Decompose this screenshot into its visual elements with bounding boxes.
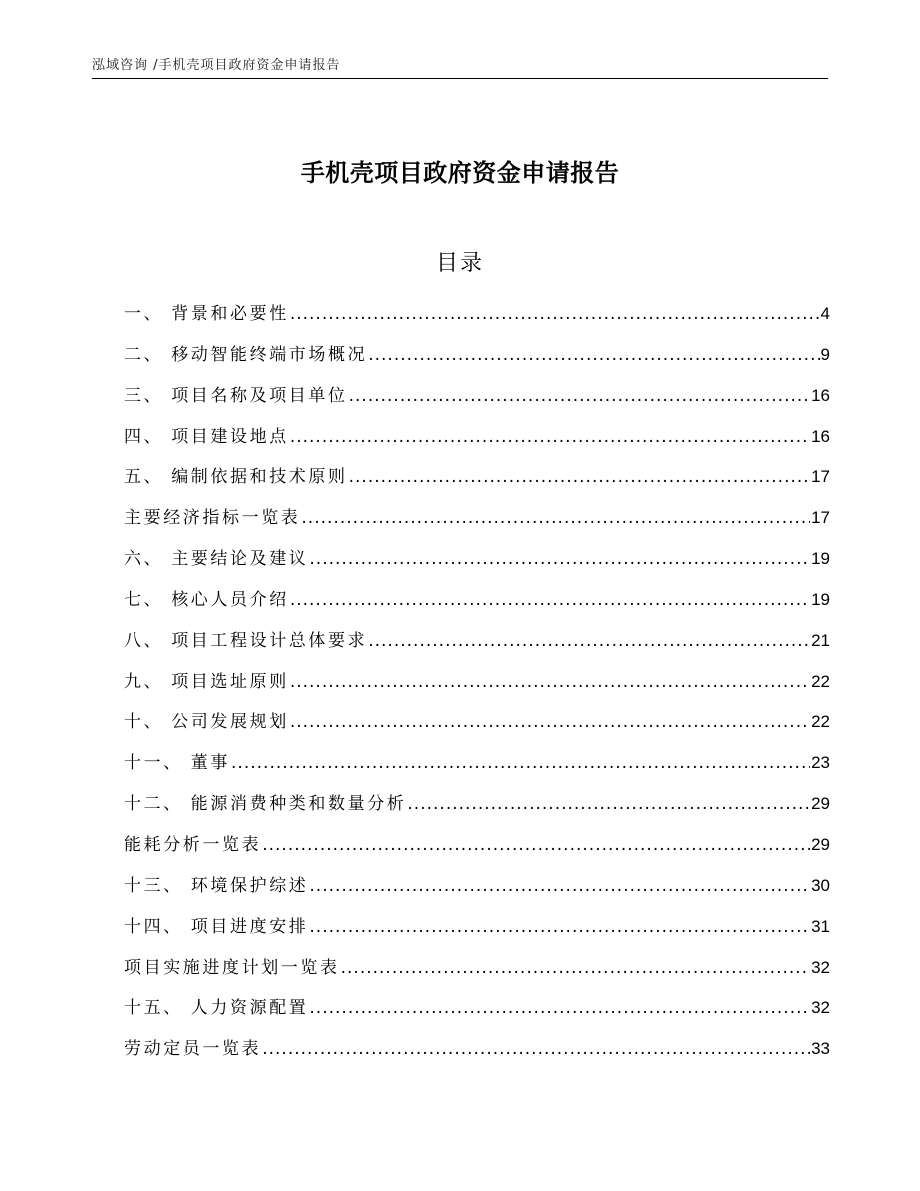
toc-entry-page: 30: [811, 875, 830, 895]
toc-leader-dots: [407, 794, 810, 814]
toc-entry-page: 29: [811, 794, 830, 814]
toc-leader-dots: [368, 345, 819, 365]
toc-entry[interactable]: [124, 585, 830, 626]
toc-entry[interactable]: [124, 299, 830, 340]
toc-entry-label: 十一、 董事: [124, 753, 231, 774]
toc-leader-dots: [262, 1039, 810, 1059]
toc-entry[interactable]: [124, 422, 830, 463]
toc-leader-dots: [290, 304, 820, 324]
toc-entry[interactable]: [124, 381, 830, 422]
toc-entry-page: 23: [811, 753, 830, 773]
toc-entry-label: 五、 编制依据和技术原则: [124, 467, 348, 488]
toc-entry[interactable]: [124, 707, 830, 748]
toc-entry[interactable]: [124, 993, 830, 1034]
toc-entry-page: 29: [811, 834, 830, 854]
toc-entry-page: 22: [811, 671, 830, 691]
toc-entry-label: 十五、 人力资源配置: [124, 998, 309, 1019]
toc-entry[interactable]: [124, 544, 830, 585]
running-header: 泓域咨询 /手机壳项目政府资金申请报告: [92, 58, 341, 73]
toc-leader-dots: [309, 917, 810, 937]
toc-leader-dots: [309, 549, 810, 569]
toc-entry[interactable]: [124, 871, 830, 912]
toc-leader-dots: [290, 590, 810, 610]
toc-entry-label: 四、 项目建设地点: [124, 426, 289, 447]
toc-entry-page: 9: [820, 344, 830, 364]
toc-entry-label: 一、 背景和必要性: [124, 304, 289, 324]
toc-entry-label: 三、 项目名称及项目单位: [124, 385, 348, 406]
toc-leader-dots: [262, 835, 810, 855]
toc-entry-label: 十四、 项目进度安排: [124, 916, 309, 937]
toc-leader-dots: [349, 386, 810, 406]
toc-leader-dots: [309, 998, 810, 1018]
toc-heading: 目录: [435, 251, 484, 276]
toc-entry-label: 七、 核心人员介绍: [124, 589, 289, 610]
document-title: 手机壳项目政府资金申请报告: [300, 159, 620, 187]
toc-leader-dots: [290, 712, 810, 732]
toc-entry-page: 32: [811, 957, 830, 977]
toc-entry[interactable]: [124, 1034, 830, 1075]
toc-entry-label: 劳动定员一览表: [124, 1039, 262, 1060]
toc-entry-label: 项目实施进度计划一览表: [124, 957, 340, 978]
toc-entry-page: 4: [820, 304, 830, 323]
toc-entry-page: 33: [811, 1039, 830, 1059]
toc-entry-page: 19: [811, 589, 830, 609]
toc-entry-label: 主要经济指标一览表: [124, 508, 301, 529]
toc-entry-label: 能耗分析一览表: [124, 834, 262, 855]
toc-entry[interactable]: [124, 830, 830, 871]
toc-entry-page: 16: [811, 426, 830, 446]
toc-leader-dots: [301, 508, 810, 528]
toc-leader-dots: [290, 427, 810, 447]
toc-leader-dots: [309, 876, 810, 896]
toc-entry[interactable]: [124, 626, 830, 667]
toc-leader-dots: [231, 753, 810, 773]
toc-entry-page: 32: [811, 998, 830, 1018]
toc-entry-page: 17: [811, 467, 830, 487]
toc-entry[interactable]: [124, 748, 830, 789]
toc-entry-page: 16: [811, 385, 830, 405]
toc-entry-label: 二、 移动智能终端市场概况: [124, 344, 368, 365]
toc-entry[interactable]: [124, 953, 830, 994]
toc-leader-dots: [368, 631, 810, 651]
toc-entry-page: 19: [811, 549, 830, 569]
toc-entry[interactable]: [124, 667, 830, 708]
toc-entry[interactable]: [124, 462, 830, 503]
toc-entry-page: 31: [811, 916, 830, 936]
toc-entry[interactable]: [124, 789, 830, 830]
toc-entry-label: 八、 项目工程设计总体要求: [124, 630, 368, 651]
toc-leader-dots: [341, 958, 810, 978]
toc-leader-dots: [349, 467, 810, 487]
toc-leader-dots: [290, 672, 810, 692]
toc-entry-page: 17: [811, 508, 830, 528]
header-divider: [92, 78, 828, 79]
toc-entry[interactable]: [124, 912, 830, 953]
toc-entry-label: 九、 项目选址原则: [124, 671, 289, 692]
toc-entry[interactable]: [124, 503, 830, 544]
toc-entry-page: 21: [811, 630, 830, 650]
table-of-contents: [124, 299, 830, 1075]
toc-entry-label: 十、 公司发展规划: [124, 712, 289, 733]
toc-entry-label: 十三、 环境保护综述: [124, 875, 309, 896]
toc-entry[interactable]: [124, 340, 830, 381]
toc-entry-label: 十二、 能源消费种类和数量分析: [124, 794, 407, 815]
toc-entry-page: 22: [811, 712, 830, 732]
toc-entry-label: 六、 主要结论及建议: [124, 549, 309, 570]
